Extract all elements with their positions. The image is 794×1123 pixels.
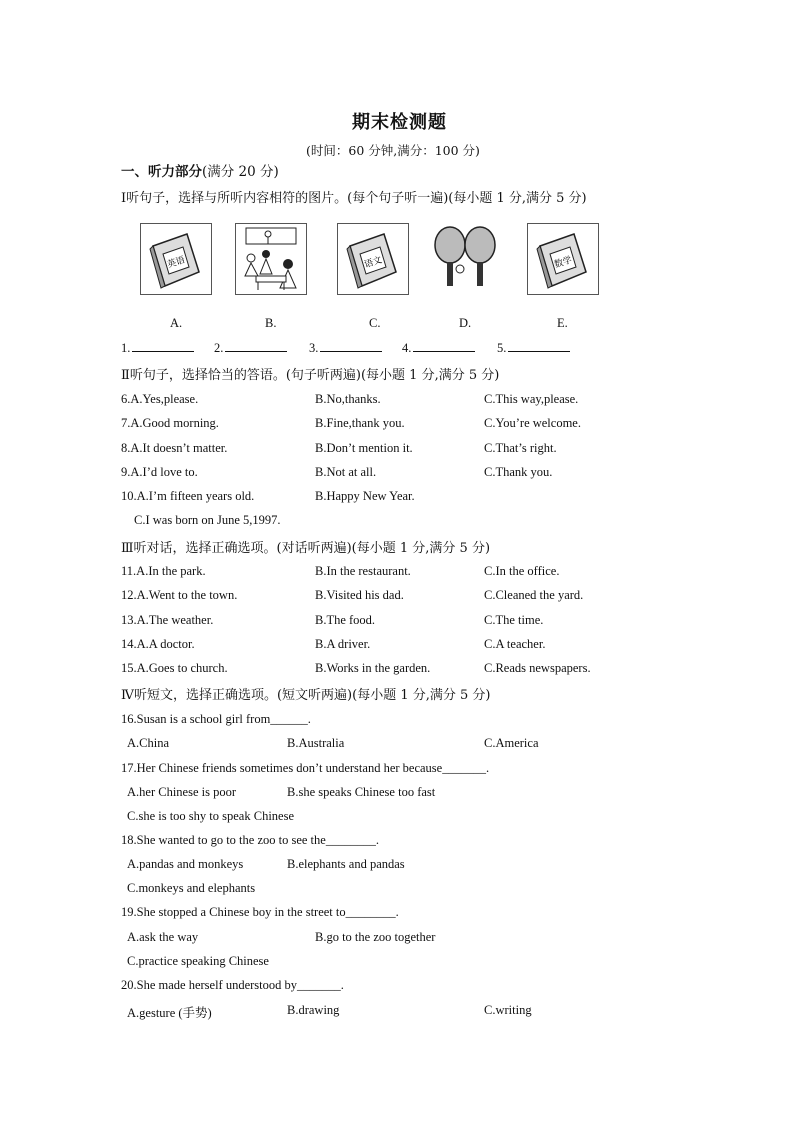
option-c: C.monkeys and elephants [127, 881, 256, 895]
option-b: B.drawing [287, 1003, 340, 1017]
question-text: 14.A.A doctor. [121, 637, 195, 651]
option-c: C.writing [484, 1003, 532, 1017]
question-text: 7.A.Good morning. [121, 416, 219, 430]
option-b: B.Fine,thank you. [315, 416, 405, 430]
option-c: C.America [484, 736, 539, 750]
question-text: 9.A.I’d love to. [121, 465, 198, 479]
question-text: 10.A.I’m fifteen years old. [121, 489, 255, 503]
answer-blank-4[interactable] [402, 341, 475, 356]
option-a: A.pandas and monkeys [127, 857, 244, 871]
picture-b [235, 223, 307, 295]
picture-label-c: C. [369, 316, 381, 330]
english-book-icon [141, 224, 211, 294]
option-c: C.I was born on June 5,1997. [134, 513, 281, 527]
book-text-e: 数学 [553, 255, 574, 271]
option-b: B.Don’t mention it. [315, 441, 413, 455]
section-1-instruction: Ⅰ听句子，选择与所听内容相符的图片。(每个句子听一遍)(每小题 1 分,满分 5 分) [121, 191, 587, 206]
option-b: B.In the restaurant. [315, 564, 411, 578]
option-c: C.You’re welcome. [484, 416, 581, 430]
question-text: 19.She stopped a Chinese boy in the street to________. [121, 905, 399, 919]
option-c: C.The time. [484, 613, 544, 627]
question-text: 6.A.Yes,please. [121, 392, 199, 406]
picture-c [337, 223, 409, 295]
section-4-instruction: Ⅳ听短文，选择正确选项。(短文听两遍)(每小题 1 分,满分 5 分) [121, 688, 491, 703]
book-text-c: 语文 [363, 255, 384, 271]
option-b: B.Visited his dad. [315, 588, 404, 602]
picture-e [527, 223, 599, 295]
picture-a [140, 223, 212, 295]
answer-blank-number: 4. [402, 341, 412, 355]
question-text: 15.A.Goes to church. [121, 661, 228, 675]
option-b: B.Happy New Year. [315, 489, 415, 503]
option-c: C.Thank you. [484, 465, 553, 479]
picture-label-e: E. [557, 316, 568, 330]
answer-blank-number: 5. [497, 341, 507, 355]
chinese-book-icon [338, 224, 408, 294]
option-c: C.Reads newspapers. [484, 661, 591, 675]
option-c: C.This way,please. [484, 392, 579, 406]
math-book-icon [528, 224, 598, 294]
picture-d [430, 223, 500, 293]
page-subtitle: (时间：60 分钟,满分：100 分) [306, 143, 480, 158]
option-b: B.elephants and pandas [287, 857, 405, 871]
option-a: A.China [127, 736, 170, 750]
option-b: B.The food. [315, 613, 376, 627]
page-title: 期末检测题 [352, 112, 447, 133]
ping-pong-paddles-icon [430, 223, 500, 293]
section-2-instruction: Ⅱ听句子，选择恰当的答语。(句子听两遍)(每小题 1 分,满分 5 分) [121, 368, 500, 383]
option-c: C.she is too shy to speak Chinese [127, 809, 295, 823]
question-text: 11.A.In the park. [121, 564, 206, 578]
question-text: 12.A.Went to the town. [121, 588, 238, 602]
answer-blank-number: 3. [309, 341, 319, 355]
question-text: 8.A.It doesn’t matter. [121, 441, 228, 455]
option-b: B.Australia [287, 736, 345, 750]
picture-label-a: A. [170, 316, 183, 330]
option-b: B.she speaks Chinese too fast [287, 785, 436, 799]
option-c: C.That’s right. [484, 441, 557, 455]
picture-label-d: D. [459, 316, 472, 330]
picture-label-b: B. [265, 316, 277, 330]
option-c: C.Cleaned the yard. [484, 588, 584, 602]
part-heading [121, 160, 279, 180]
part-heading-note: (满分 20 分) [202, 164, 279, 180]
question-text: 13.A.The weather. [121, 613, 214, 627]
option-c: C.A teacher. [484, 637, 546, 651]
option-c: C.In the office. [484, 564, 560, 578]
question-text: 17.Her Chinese friends sometimes don’t understand her because_______. [121, 761, 490, 775]
question-text: 20.She made herself understood by_______. [121, 978, 344, 992]
option-b: B.No,thanks. [315, 392, 381, 406]
option-c: C.practice speaking Chinese [127, 954, 269, 968]
question-text: 16.Susan is a school girl from______. [121, 712, 311, 726]
section-3-instruction: Ⅲ听对话，选择正确选项。(对话听两遍)(每小题 1 分,满分 5 分) [121, 541, 491, 556]
answer-blank-2[interactable] [214, 341, 287, 356]
option-b: B.Works in the garden. [315, 661, 431, 675]
question-text: 18.She wanted to go to the zoo to see the________. [121, 833, 379, 847]
option-b: B.go to the zoo together [315, 930, 436, 944]
answer-blank-number: 1. [121, 341, 131, 355]
answer-blank-3[interactable] [309, 341, 382, 356]
book-text-a: 英语 [166, 255, 187, 271]
answer-blank-1[interactable] [121, 341, 194, 356]
part-heading-label: 一、听力部分 [121, 164, 202, 180]
option-a: A.gesture (手势) [127, 1006, 212, 1020]
option-b: B.A driver. [315, 637, 371, 651]
option-a: A.her Chinese is poor [127, 785, 237, 799]
classroom-scene-icon [236, 224, 306, 294]
option-a: A.ask the way [127, 930, 199, 944]
answer-blank-number: 2. [214, 341, 224, 355]
option-b: B.Not at all. [315, 465, 377, 479]
answer-blank-5[interactable] [497, 341, 570, 356]
